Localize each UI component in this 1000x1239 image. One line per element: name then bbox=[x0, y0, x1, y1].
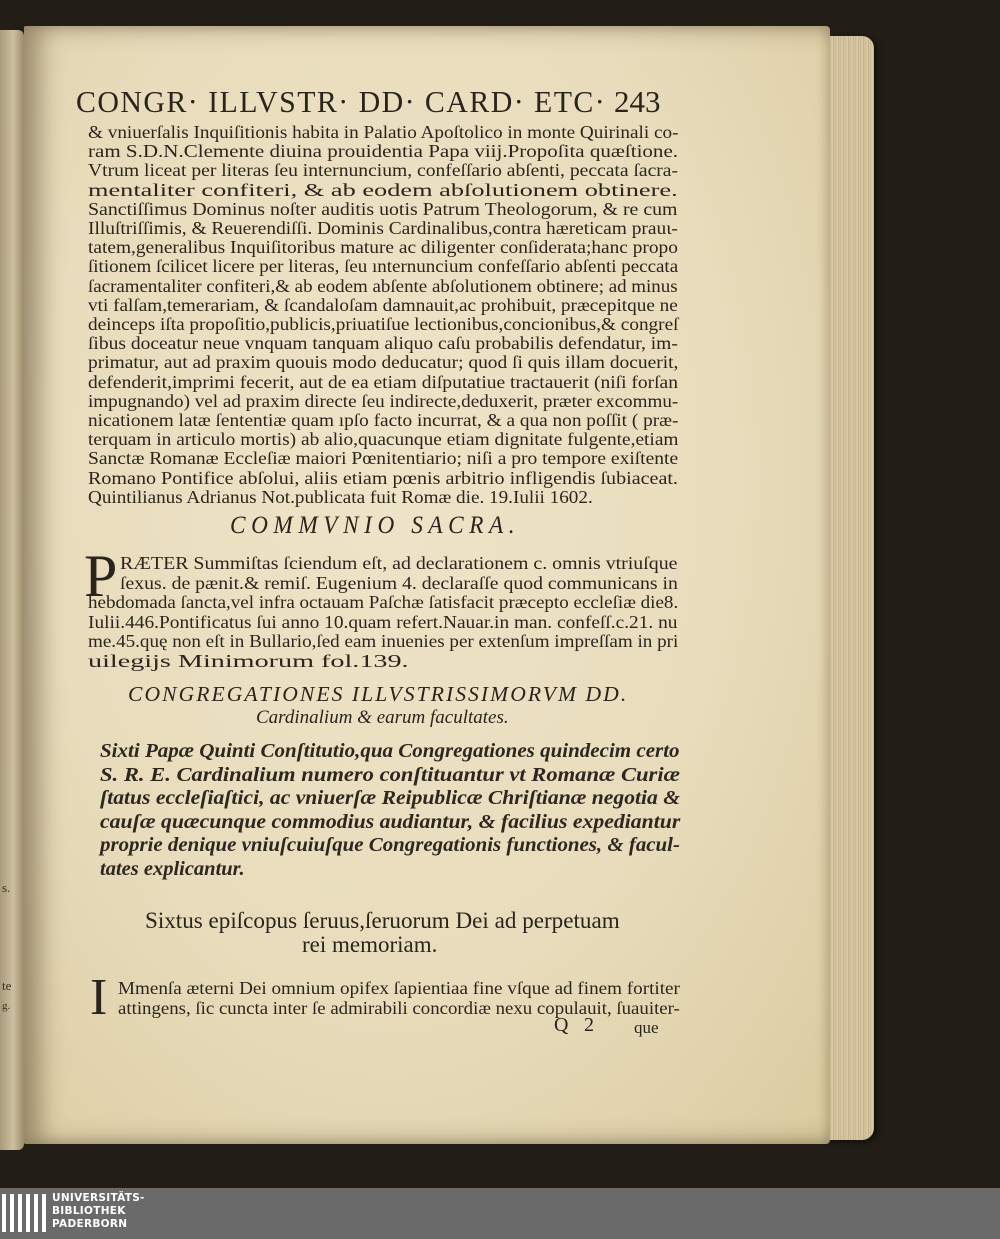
left-margin-fragment: s. bbox=[2, 880, 11, 895]
page-block-edges bbox=[824, 36, 874, 1140]
catchword: que bbox=[634, 1018, 659, 1037]
library-name-line: BIBLIOTHEK bbox=[52, 1205, 126, 1217]
text-line: vti falſam,temerariam, & ſcandaloſam damnauit,ac prohibuit, præcepitque ne bbox=[88, 294, 678, 315]
text-line: attingens, ſic cuncta inter ſe admirabili concordiæ nexu copulauit, ſuauiter- bbox=[118, 998, 680, 1018]
drop-cap-letter: I bbox=[90, 969, 108, 1026]
text-line: terquam in articulo mortis) ab alio,quacunque etiam dignitate fulgente,etiam bbox=[88, 429, 679, 450]
text-line: tatem,generalibus Inquiſitoribus mature ac diligenter conſiderata;hanc propo bbox=[88, 237, 678, 258]
text-line: mentaliter confiteri, & ab eodem abſolutionem obtinere. bbox=[88, 179, 678, 200]
text-line: ſexus. de pænit.& remiſ. Eugenium 4. declaraſſe quod communicans in bbox=[120, 572, 678, 593]
running-head: CONGR· ILLVSTR· DD· CARD· ETC· bbox=[76, 84, 607, 119]
bull-title-line: rei memoriam. bbox=[302, 932, 438, 957]
text-line: Sanctæ Romanæ Eccleſiæ maiori Pœnitentiario; niſi a pro tempore exiſtente bbox=[88, 448, 679, 469]
signature-mark-number: 2 bbox=[584, 1014, 594, 1036]
text-line: hebdomada ſancta,vel infra octauam Paſchæ ſatisfacit præcepto eccleſiæ die8. bbox=[88, 592, 679, 613]
left-margin-fragment: te bbox=[2, 978, 12, 993]
text-line: Iulii.446.Pontificatus ſui anno 10.quam refert.Nauar.in man. confeſſ.c.21. nu bbox=[88, 611, 678, 632]
text-line: nicationem latæ ſententiæ quam ıpſo facto incurrat, & a qua non poſſit ( præ- bbox=[88, 410, 679, 430]
text-line: RÆTER Summiſtas ſciendum eſt, ad declarationem c. omnis vtriuſque bbox=[120, 553, 678, 573]
section-heading: COMMVNIO SACRA. bbox=[230, 512, 521, 539]
text-line: deinceps iſta propoſitio,publicis,priuatiſue lectionibus,concionibus,& congreſ bbox=[88, 314, 679, 334]
left-margin-fragment: g. bbox=[2, 1000, 11, 1012]
text-line: Sanctiſſimus Dominus noſter auditis uotis Patrum Theologorum, & re cum bbox=[88, 198, 678, 219]
library-name bbox=[52, 1192, 145, 1231]
text-line: impugnando) vel ad praxim directe ſeu indirecte,deduxerit, præter excommu- bbox=[88, 390, 679, 411]
library-name-line: UNIVERSITÄTS- bbox=[52, 1192, 145, 1204]
text-line: ſtatus eccleſiaſtici, ac vniuerſæ Reipublicæ Chriſtianæ negotia & bbox=[100, 787, 681, 809]
text-line: & vniuerſalis Inquiſitionis habita in Palatio Apoſtolico in monte Quirinali co- bbox=[88, 122, 679, 142]
text-line: Vtrum liceat per literas ſeu internuncium, confeſſario abſenti, peccata ſacra- bbox=[88, 160, 679, 181]
library-footer bbox=[0, 1188, 1000, 1239]
text-line: proprie denique vniuſcuiuſque Congregationis functiones, & facul- bbox=[100, 834, 680, 856]
text-line: uilegijs Minimorum fol.139. bbox=[88, 651, 409, 671]
bull-title-line: Sixtus epiſcopus ſeruus,ſeruorum Dei ad perpetuam bbox=[145, 908, 620, 933]
text-line: Romano Pontifice abſolui, aliis etiam pœnis arbitrio infligendis ſubiaceat. bbox=[88, 467, 678, 488]
text-line: defenderit,imprimi fecerit, aut de ea etiam diſputatiue tractauerit (niſi forſan bbox=[88, 371, 678, 392]
congregations-title: CONGREGATIONES ILLVSTRISSIMORVM DD. bbox=[128, 682, 629, 706]
drop-cap-letter: P bbox=[84, 543, 118, 609]
text-line: primatur, aut ad praxim quouis modo deducatur; quod ſi quis illam docuerit, bbox=[88, 352, 679, 373]
text-line: Mmenſa æterni Dei omnium opifex ſapientiaa fine vſque ad finem fortiter bbox=[118, 978, 680, 998]
signature-mark-letter: Q bbox=[554, 1014, 569, 1036]
library-logo-icon bbox=[2, 1194, 46, 1232]
text-line: S. R. E. Cardinalium numero conſtituantur vt Romanæ Curiæ bbox=[100, 763, 680, 786]
congregations-subtitle: Cardinalium & earum facultates. bbox=[256, 707, 509, 728]
text-line: cauſæ quæcunque commodius audiantur, & facilius expediantur bbox=[100, 810, 681, 833]
text-line: Sixti Papæ Quinti Conſtitutio,qua Congregationes quindecim certo bbox=[100, 740, 680, 762]
text-line: ſitionem ſcilicet licere per literas, ſeu ınternuncium confeſſario abſenti peccata bbox=[88, 256, 679, 277]
page-number: 243 bbox=[614, 84, 661, 119]
text-line: ſacramentaliter confiteri,& ab eodem abſente abſolutionem obtinere; ad minus bbox=[88, 275, 678, 296]
text-line: Quintilianus Adrianus Not.publicata fuit Romæ die. 19.Iulii 1602. bbox=[88, 486, 593, 507]
text-line: ſibus doceatur neue vnquam tanquam aliquo caſu probabilis defendatur, im- bbox=[88, 333, 678, 354]
text-line: tates explicantur. bbox=[100, 857, 245, 880]
text-line: ram S.D.N.Clemente diuina prouidentia Papa viij.Propoſita quæſtione. bbox=[88, 141, 679, 162]
text-line: Illuſtriſſimis, & Reuerendiſſi. Dominis Cardinalibus,contra hæreticam prauι- bbox=[88, 218, 678, 238]
text-line: me.45.quę non eſt in Bullario,ſed eam inuenies per extenſum impreſſam in pri bbox=[88, 631, 679, 652]
library-name-line: PADERBORN bbox=[52, 1218, 128, 1230]
